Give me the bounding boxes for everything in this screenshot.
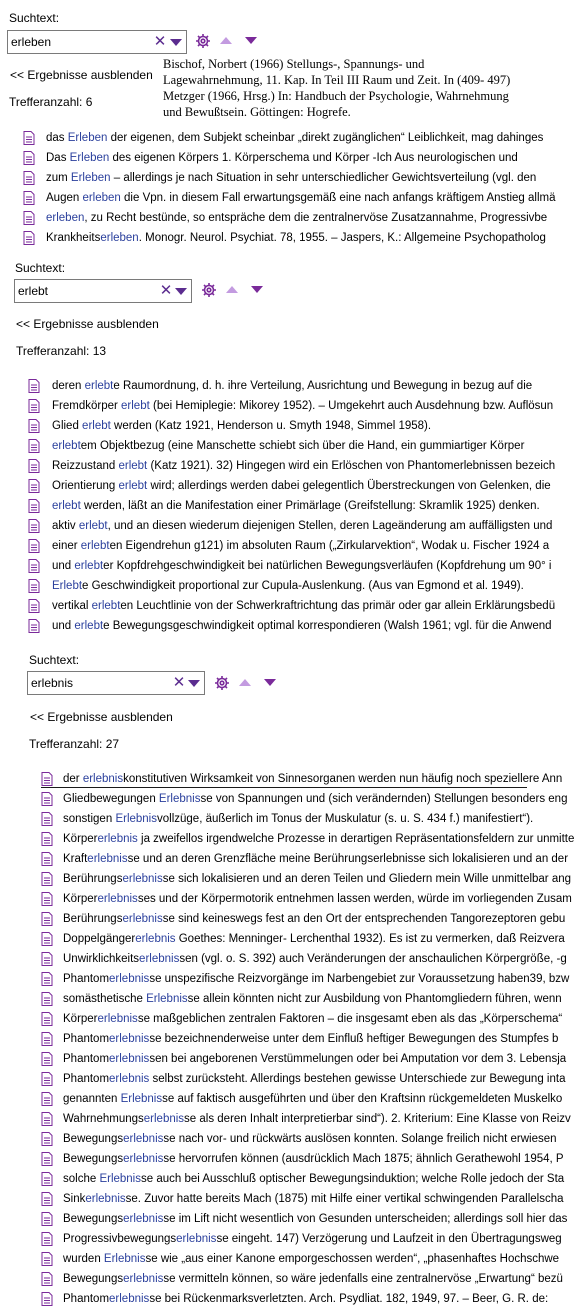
list-item[interactable]: Fremdkörper erlebt (bei Hemiplegie: Mikorey 1952). – Umgekehrt auch Ausdehnung bzw. Auflösun [28,398,514,414]
arrow-down-icon[interactable] [245,37,257,44]
document-icon [41,1012,53,1026]
chevron-down-icon[interactable] [188,680,200,687]
close-icon[interactable]: ✕ [153,33,167,50]
document-icon [28,399,40,413]
document-icon [28,599,40,613]
list-item[interactable]: vertikal erlebten Leuchtlinie von der Schwerkraftrichtung das primär oder gar allein Erklärungsbedü [28,598,514,614]
document-icon [28,499,40,513]
document-icon [41,1132,53,1146]
document-icon [41,1212,53,1226]
document-icon [41,1152,53,1166]
list-item[interactable]: Körpererlebnisse maßgeblichen zentralen Faktoren – die insgesamt eben als das „Körperschema“ [41,1011,527,1027]
suchtext-label: Suchtext: [15,261,66,275]
list-item[interactable]: das Erleben der eigenen, dem Subjekt scheinbar „direkt zugänglichen“ Leiblichkeit, mag dahinges [23,130,509,146]
list-item[interactable]: Berührungserlebnisse sich lokalisieren und an deren Teilen und Gliedern mein Wille unmittelbar ang [41,871,527,887]
list-item[interactable]: der erlebniskonstitutiven Wirksamkeit von Sinnesorganen werden nun häufig noch speziellere Ann [41,771,527,788]
arrow-up-icon[interactable] [220,37,232,44]
document-icon [41,812,53,826]
document-icon [23,151,35,165]
list-item[interactable]: Krafterlebnisse und an deren Grenzfläche meine Berührungserlebnisse sich lokalisieren und an der [41,851,527,867]
document-icon [41,1232,53,1246]
gear-icon[interactable] [201,282,217,298]
search-input[interactable] [18,282,138,300]
gear-icon[interactable] [195,33,211,49]
list-item[interactable]: Orientierung erlebt wird; allerdings werden dabei gelegentlich Überstreckungen von Gelenken, die [28,478,514,494]
list-item[interactable]: Progressivbewegungserlebnisse eingeht. 147) Verzögerung und Laufzeit in den Übertragungsweg [41,1231,527,1247]
list-item[interactable]: zum Erleben – allerdings je nach Situation in sehr unterschiedlicher Gewichtsverteilung (vgl. den [23,170,509,186]
document-icon [28,619,40,633]
document-icon [41,1112,53,1126]
document-icon [28,419,40,433]
list-item[interactable]: Phantomerlebnisse bei Rückenmarksverletzten. Arch. Psydliat. 182, 1949, 97. – Beer, G. R. de: [41,1291,527,1307]
list-item[interactable]: und erlebte Bewegungsgeschwindigkeit optimal korrespondieren (Walsh 1961; vgl. für die Anwend [28,618,514,634]
document-icon [41,1252,53,1266]
list-item[interactable]: somästhetische Erlebnisse allein könnten nicht zur Ausbildung von Phantomgliedern führen, wenn [41,991,527,1007]
document-icon [41,1072,53,1086]
list-item[interactable]: Phantomerlebnisse bezeichnenderweise unter dem Einfluß heftiger Bewegungen des Stumpfes b [41,1031,527,1047]
list-item[interactable]: Phantomerlebnissen bei angeborenen Verstümmelungen oder bei Amputation vor dem 3. Lebensja [41,1051,527,1067]
document-icon [41,792,53,806]
document-icon [23,131,35,145]
result-count: Trefferanzahl: 27 [29,737,120,751]
document-icon [23,191,35,205]
list-item[interactable]: sonstigen Erlebnisvollzüge, äußerlich im Tonus der Muskulatur (s. u. S. 434 f.) manifestiert“). [41,811,527,827]
hide-results-link[interactable]: << Ergebnisse ausblenden [16,317,159,331]
document-icon [41,1032,53,1046]
list-item[interactable]: Bewegungserlebnisse im Lift nicht wesentlich von Gesunden unterscheiden; allerdings soll hier das [41,1211,527,1227]
list-item[interactable]: Sinkerlebnisse. Zuvor hatte bereits Mach (1875) mit Hilfe einer vertikal schwingenden Parallelscha [41,1191,527,1207]
search-combobox[interactable] [7,30,187,54]
document-icon [41,972,53,986]
document-icon [41,912,53,926]
list-item[interactable]: Erlebte Geschwindigkeit proportional zur Cupula-Auslenkung. (Aus van Egmond et al. 1949). [28,578,514,594]
search-input[interactable] [11,33,131,51]
suchtext-label: Suchtext: [29,653,80,667]
list-item[interactable]: Krankheitserleben. Monogr. Neurol. Psychiat. 78, 1955. – Jaspers, K.: Allgemeine Psychopatholog [23,230,509,246]
hide-results-link[interactable]: << Ergebnisse ausblenden [10,68,153,82]
list-item[interactable]: aktiv erlebt, und an diesen wiederum diejenigen Stellen, deren Lageänderung am auffälligsten und [28,518,514,534]
list-item[interactable]: Körpererlebnis ja zweifellos irgendwelche Prozesse in derartigen Repräsentationsfeldern zur unmitte [41,831,527,847]
search-panel-2 [0,250,572,640]
document-icon [41,852,53,866]
list-item[interactable]: erlebt werden, läßt an die Manifestation einer Primärlage (Greifstellung: Skramlik 1925) denken. [28,498,514,514]
document-icon [23,171,35,185]
list-item[interactable]: erlebtem Objektbezug (eine Manschette schiebt sich über die Hand, ein gummiartiger Körper [28,438,514,454]
chevron-down-icon[interactable] [175,288,187,295]
list-item[interactable]: wurden Erlebnisse wie „aus einer Kanone emporgeschossen werden“, „phasenhaftes Hochschwe [41,1251,527,1267]
search-combobox[interactable] [14,279,192,303]
list-item[interactable]: Reizzustand erlebt (Katz 1921). 32) Hingegen wird ein Erlöschen von Phantomerlebnissen bezeich [28,458,514,474]
document-icon [41,992,53,1006]
document-icon [41,1192,53,1206]
close-icon[interactable]: ✕ [159,282,173,299]
citation-text: Bischof, Norbert (1966) Stellungs-, Spannungs- und Lagewahrnehmung, 11. Kap. In Teil III Raum und Zeit. In (409- 497) Metzger (1966, Hrsg.) In: Handbuch der Psychologie, Wahrnehmung und Bewußtsein. Göttingen: Hogrefe. [163,57,511,119]
list-item[interactable]: einer erlebten Eigendrehun g121) im absoluten Raum („Zirkularvektion“, Wodak u. Fischer 1924 a [28,538,514,554]
list-item[interactable]: Augen erleben die Vpn. in diesem Fall erwartungsgemäß eine nach anfangs kräftigem Anstieg allmä [23,190,509,206]
document-icon [41,952,53,966]
close-icon[interactable]: ✕ [172,674,186,691]
result-count: Trefferanzahl: 13 [16,344,107,358]
list-item[interactable]: Bewegungserlebnisse hervorrufen können (ausdrücklich Mach 1875; ähnlich Gerathewohl 1954, P [41,1151,527,1167]
document-icon [41,892,53,906]
results-list [28,378,556,640]
list-item[interactable]: deren erlebte Raumordnung, d. h. ihre Verteilung, Ausrichtung und Bewegung in bezug auf die [28,378,514,394]
list-item[interactable]: Phantomerlebnis selbst zurücksteht. Allerdings bestehen gewisse Unterschiede zur Bewegung inta [41,1071,527,1087]
results-list [41,771,574,1312]
arrow-down-icon[interactable] [251,286,263,293]
document-icon [41,1172,53,1186]
document-icon [41,872,53,886]
arrow-down-icon[interactable] [264,679,276,686]
list-item[interactable]: genannten Erlebnisse auf faktisch ausgeführten und über den Kraftsinn rückgemeldeten Muskelko [41,1091,527,1107]
document-icon [28,439,40,453]
document-icon [23,211,35,225]
list-item[interactable]: Gliedbewegungen Erlebnisse von Spannungen und (sich verändernden) Stellungen besonders eng [41,791,527,807]
list-item[interactable]: Doppelgängererlebnis Goethes: Menninger- Lerchenthal 1932). Es ist zu vermerken, daß Reizvera [41,931,527,947]
result-count: Trefferanzahl: 6 [9,95,93,109]
search-combobox[interactable] [27,671,205,695]
document-icon [41,932,53,946]
chevron-down-icon[interactable] [170,39,182,46]
gear-icon[interactable] [214,675,230,691]
list-item[interactable]: Phantomerlebnisse unspezifische Reizvorgänge im Narbengebiet zur Voraussetzung haben39, bzw [41,971,527,987]
document-icon [28,579,40,593]
list-item[interactable]: Glied erlebt werden (Katz 1921, Henderson u. Smyth 1948, Simmel 1958). [28,418,514,434]
document-icon [28,539,40,553]
document-icon [41,1092,53,1106]
search-input[interactable] [31,674,151,692]
list-item[interactable]: Körpererlebnisses und der Körpermotorik entnehmen lassen werden, würde im vorliegenden Zusam [41,891,527,907]
document-icon [23,231,35,245]
document-icon [41,1052,53,1066]
document-icon [41,1272,53,1286]
document-icon [41,832,53,846]
document-icon [28,379,40,393]
document-icon [28,459,40,473]
document-icon [28,479,40,493]
list-item[interactable]: Berührungserlebnisse sind keineswegs fest an den Ort der entsprechenden Tangorezeptoren gebu [41,911,527,927]
list-item[interactable]: Wahrnehmungserlebnisse als deren Inhalt interpretierbar sind“). 2. Kriterium: Eine Klasse von Reizv [41,1111,527,1127]
list-item[interactable]: Das Erleben des eigenen Körpers 1. Körperschema und Körper -Ich Aus neurologischen und [23,150,509,166]
search-panel-3 [0,643,572,1312]
document-icon [41,1292,53,1306]
list-item[interactable]: Bewegungserlebnisse nach vor- und rückwärts auslösen konnten. Solange freilich nicht erwiesen [41,1131,527,1147]
list-item[interactable]: erleben, zu Recht bestünde, so entspräche dem die zentralnervöse Zusatzannahme, Progressivbe [23,210,509,226]
results-list [23,130,556,250]
document-icon [41,772,53,786]
list-item[interactable]: Bewegungserlebnisse vermitteln können, so wäre jedenfalls eine zentralnervöse „Erwartung“ bezü [41,1271,527,1287]
hide-results-link[interactable]: << Ergebnisse ausblenden [30,710,173,724]
list-item[interactable]: Unwirklichkeitserlebnissen (vgl. o. S. 392) auch Veränderungen der anschaulichen Körpergröße, -g [41,951,527,967]
document-icon [28,559,40,573]
search-panel-1 [0,0,572,250]
list-item[interactable]: und erlebter Kopfdrehgeschwindigkeit bei natürlichen Bewegungsverläufen (Kopfdrehung um 90° i [28,558,514,574]
document-icon [28,519,40,533]
arrow-up-icon[interactable] [239,679,251,686]
suchtext-label: Suchtext: [9,11,60,25]
arrow-up-icon[interactable] [226,286,238,293]
list-item[interactable]: solche Erlebnisse auch bei Ausschluß optischer Bewegungsinduktion; welche Rolle jedoch der Sta [41,1171,527,1187]
